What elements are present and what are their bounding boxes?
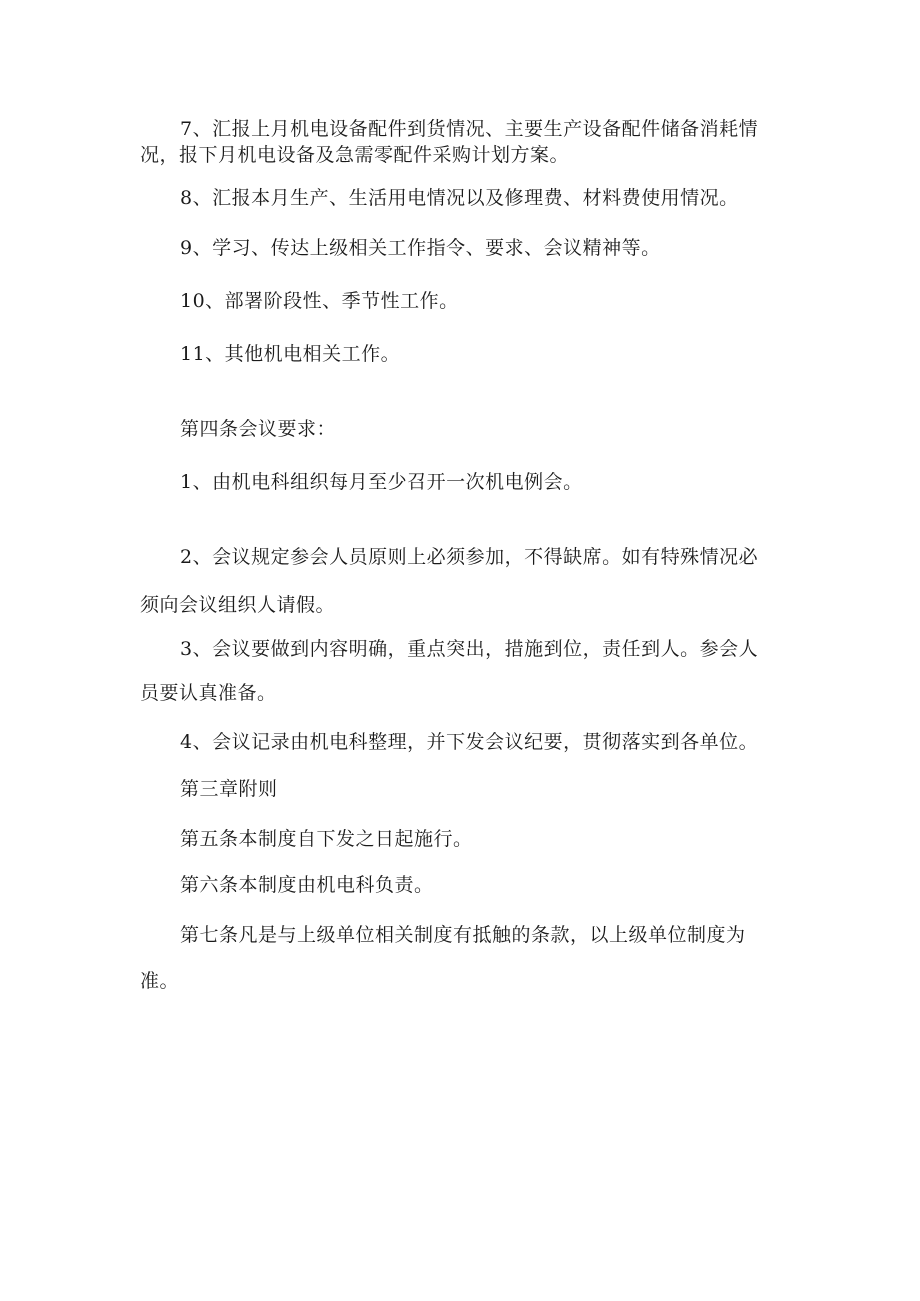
article-7-line-2: 准。 [140, 970, 180, 992]
requirement-3-line-1: 3、会议要做到内容明确，重点突出，措施到位，责任到人。参会人 [180, 638, 759, 660]
article-5: 第五条本制度自下发之日起施行。 [180, 828, 473, 850]
requirement-2-line-1: 2、会议规定参会人员原则上必须参加，不得缺席。如有特殊情况必 [180, 546, 759, 568]
requirement-1: 1、由机电科组织每月至少召开一次机电例会。 [180, 471, 583, 493]
item-11: 11、其他机电相关工作。 [180, 343, 401, 365]
article-4-heading: 第四条会议要求： [180, 418, 337, 440]
requirement-2-line-2: 须向会议组织人请假。 [140, 594, 336, 616]
item-7-line-2: 况，报下月机电设备及急需零配件采购计划方案。 [140, 144, 570, 166]
item-8: 8、汇报本月生产、生活用电情况以及修理费、材料费使用情况。 [180, 187, 739, 209]
item-10: 10、部署阶段性、季节性工作。 [180, 290, 459, 312]
requirement-4: 4、会议记录由机电科整理，并下发会议纪要，贯彻落实到各单位。 [180, 731, 759, 753]
requirement-3-line-2: 员要认真准备。 [140, 682, 277, 704]
item-9: 9、学习、传达上级相关工作指令、要求、会议精神等。 [180, 237, 661, 259]
chapter-3-heading: 第三章附则 [180, 778, 278, 800]
item-7-line-1: 7、汇报上月机电设备配件到货情况、主要生产设备配件储备消耗情 [180, 118, 759, 140]
article-6: 第六条本制度由机电科负责。 [180, 874, 434, 896]
article-7-line-1: 第七条凡是与上级单位相关制度有抵触的条款，以上级单位制度为 [180, 924, 746, 946]
